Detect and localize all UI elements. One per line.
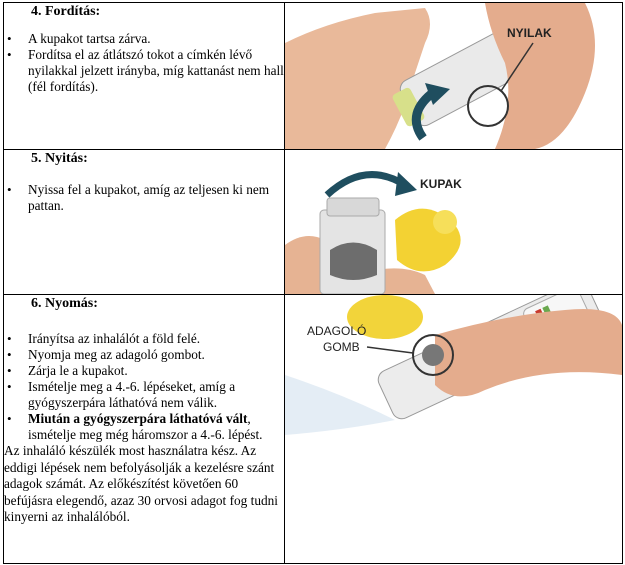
inhaler-mouthpiece: [327, 198, 379, 216]
step-4-row: [4, 3, 623, 150]
finger-left-shape: [285, 236, 325, 294]
step-6-bullet-5-bold: Miután a gyógyszerpára láthatóvá vált: [28, 411, 248, 426]
step-6-bullet-2: • Nyomja meg az adagoló gombot.: [4, 347, 284, 363]
kupak-label: KUPAK: [420, 177, 462, 191]
step-5-bullets: [4, 182, 284, 214]
instruction-table: [3, 2, 623, 564]
dose-button: [422, 344, 444, 366]
step-5-bullet-1: • Nyissa fel a kupakot, amíg az teljesen ki nem pattan.: [4, 182, 284, 214]
cap-lobe: [433, 210, 457, 234]
step-6-text-cell: [4, 295, 285, 564]
step-6-bullet-5-rest: , ismételje meg még háromszor a 4.-6. lépést.: [28, 411, 263, 442]
step-6-bullets: [4, 331, 284, 443]
step-6-illustration: [285, 295, 622, 563]
step-6-paragraph: Az inhaláló készülék most használatra kész. Az eddigi lépések nem befolyásolják a kezelésre szánt adagok számát. Az előkészítést követően 60 befújásra elegendő, azaz 30 orvosi adagot fog tudni kinyerni az inhalálóból.: [4, 443, 278, 524]
step-4-title: 4. Fordítás:: [31, 4, 101, 19]
open-arrowhead-icon: [395, 172, 417, 196]
step-6-bullet-4: • Ismételje meg a 4.-6. lépéseket, amíg a gyógyszerpára láthatóvá nem válik.: [4, 379, 284, 411]
step-5-row: [4, 150, 623, 295]
step-6-bullet-1: • Irányítsa az inhalálót a föld felé.: [4, 331, 284, 347]
step-4-bullet-2: • Fordítsa el az átlátszó tokot a címkén lévő nyilakkal jelzett irányba, míg kattanást nem hall (fél fordítás).: [4, 47, 284, 95]
step-5-title: 5. Nyitás:: [31, 151, 88, 166]
adagolo-label: ADAGOLÓ: [307, 324, 367, 338]
step-6-bullet-3: • Zárja le a kupakot.: [4, 363, 284, 379]
inhaler-window: [330, 243, 377, 281]
step-4-illustration: [285, 3, 622, 149]
nyilak-label: NYILAK: [507, 26, 552, 40]
step-6-bullet-5: [4, 411, 284, 443]
step-4-bullet-1: • A kupakot tartsa zárva.: [4, 31, 284, 47]
open-arrow-icon: [327, 175, 405, 195]
step-5-image-cell: [285, 150, 623, 295]
spray-mist: [285, 375, 395, 435]
step-6-title: 6. Nyomás:: [31, 296, 98, 311]
callout-line: [367, 347, 413, 353]
hand-shape: [435, 309, 622, 396]
step-4-text-cell: [4, 3, 285, 150]
step-5-illustration: [285, 150, 622, 294]
step-4-image-cell: [285, 3, 623, 150]
gomb-label: GOMB: [323, 340, 360, 354]
step-5-text-cell: [4, 150, 285, 295]
step-6-image-cell: [285, 295, 623, 564]
step-6-row: [4, 295, 623, 564]
step-4-bullets: [4, 31, 284, 95]
